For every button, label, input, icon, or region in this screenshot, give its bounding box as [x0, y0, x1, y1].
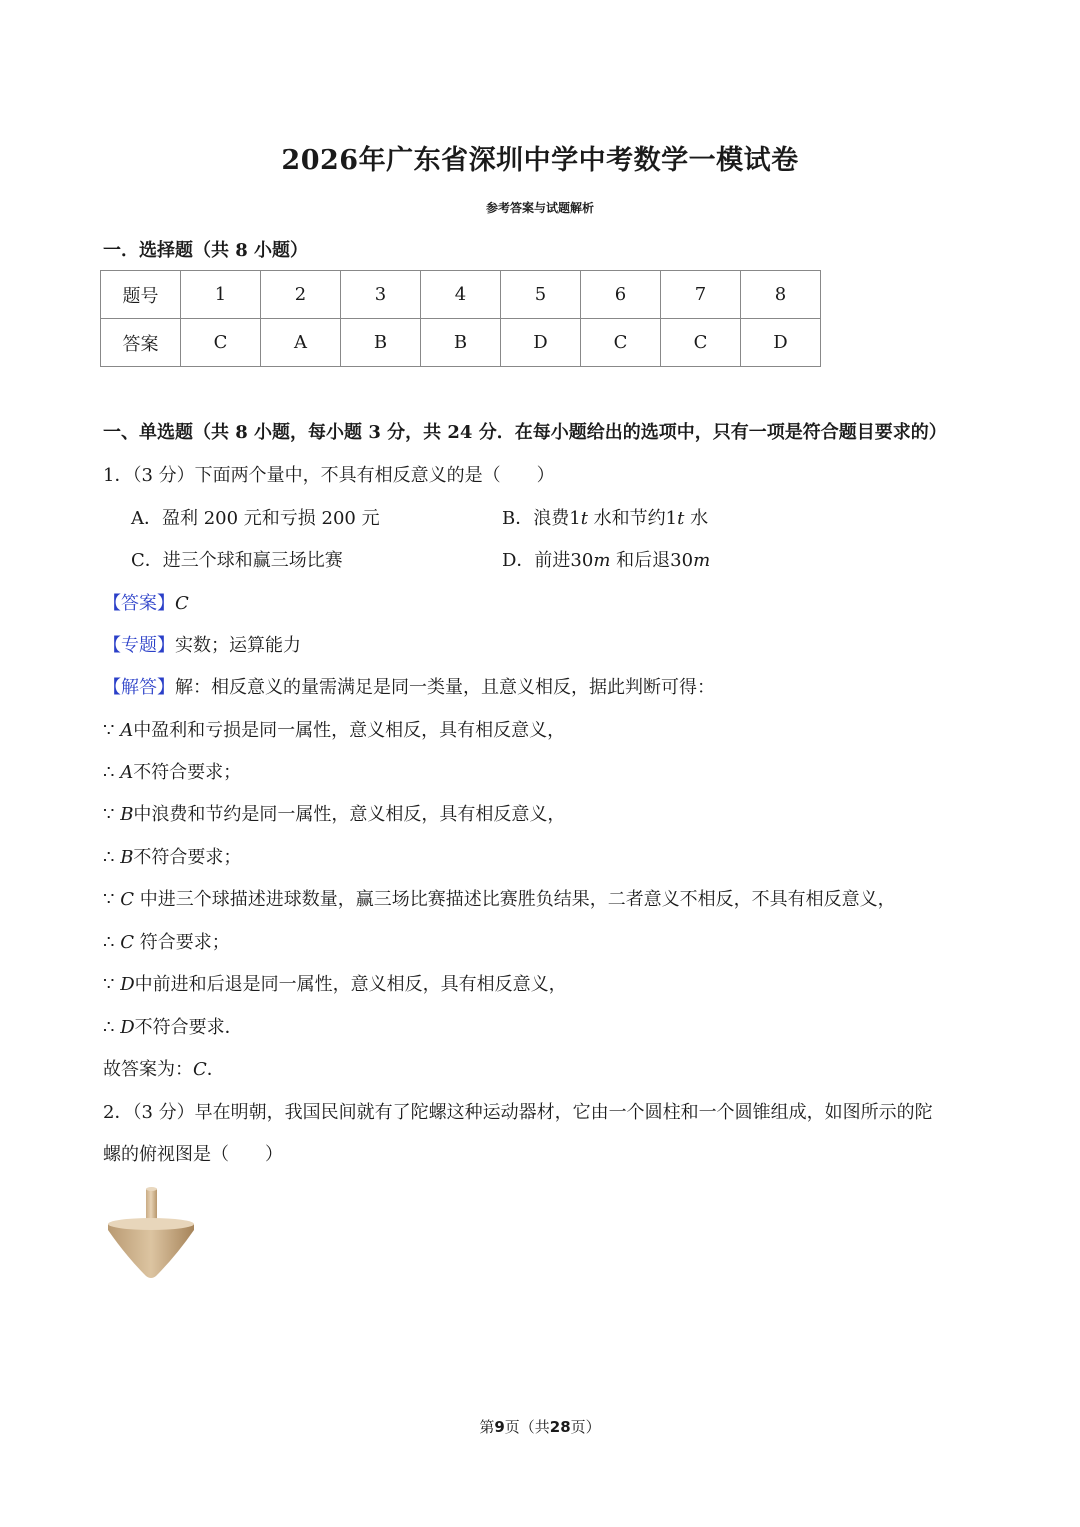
section-heading-choice: 一．选择题（共 8 小题） — [103, 240, 309, 261]
q1-solution: 【解答】解：相反意义的量需满足是同一类量，且意义相反，据此判断可得： — [103, 677, 715, 698]
table-row-numbers — [101, 271, 821, 319]
section-heading-single-choice: 一、单选题（共 8 小题，每小题 3 分，共 24 分．在每小题给出的选项中，只有一项是符合题目要求的） — [103, 422, 947, 443]
page-title: 2026年广东省深圳中学中考数学一模试卷 — [281, 145, 799, 176]
table-cell: 8 — [741, 271, 821, 319]
table-cell: 7 — [661, 271, 741, 319]
q1-option-b: B．浪费1t 水和节约1t 水 — [502, 508, 709, 529]
table-header-label: 题号 — [101, 271, 181, 319]
q1-conclusion-b: ∴ B不符合要求； — [103, 847, 242, 868]
q1-final-answer: 故答案为：C． — [103, 1059, 225, 1080]
q1-conclusion-c: ∴ C 符合要求； — [103, 932, 230, 953]
page-subtitle: 参考答案与试题解析 — [485, 201, 594, 215]
q1-reason-b: ∵ B中浪费和节约是同一属性，意义相反，具有相反意义， — [103, 804, 566, 825]
answer-table — [100, 270, 821, 367]
table-cell: 1 — [181, 271, 261, 319]
table-cell: D — [741, 319, 821, 367]
table-cell: D — [501, 319, 581, 367]
q1-reason-d: ∵ D中前进和后退是同一属性，意义相反，具有相反意义， — [103, 974, 567, 995]
table-cell: C — [181, 319, 261, 367]
q1-conclusion-d: ∴ D不符合要求． — [103, 1017, 243, 1038]
table-row-answers — [101, 319, 821, 367]
table-cell: 3 — [341, 271, 421, 319]
q1-answer: 【答案】C — [103, 593, 189, 614]
question-2-stem-line1: 2．（3 分）早在明朝，我国民间就有了陀螺这种运动器材，它由一个圆柱和一个圆锥组成，如图所示的陀 — [103, 1102, 933, 1123]
table-cell: B — [341, 319, 421, 367]
table-cell: C — [581, 319, 661, 367]
page-footer: 第9页（共28页） — [479, 1418, 601, 1436]
q1-reason-a: ∵ A中盈利和亏损是同一属性，意义相反，具有相反意义， — [103, 720, 566, 741]
q1-option-c: C．进三个球和赢三场比赛 — [131, 550, 343, 571]
spinning-top-image — [106, 1186, 196, 1280]
q1-option-a: A．盈利 200 元和亏损 200 元 — [131, 508, 380, 529]
question-1-stem: 1．（3 分）下面两个量中，不具有相反意义的是（ ） — [103, 465, 555, 486]
q1-topic: 【专题】实数；运算能力 — [103, 635, 301, 656]
table-cell: B — [421, 319, 501, 367]
q1-reason-c: ∵ C 中进三个球描述进球数量，赢三场比赛描述比赛胜负结果，二者意义不相反，不具有相反意义， — [103, 889, 896, 910]
table-answer-label: 答案 — [101, 319, 181, 367]
table-cell: A — [261, 319, 341, 367]
q1-conclusion-a: ∴ A不符合要求； — [103, 762, 242, 783]
q1-option-d: D．前进30m 和后退30m — [502, 550, 711, 571]
table-cell: 4 — [421, 271, 501, 319]
table-cell: C — [661, 319, 741, 367]
table-cell: 6 — [581, 271, 661, 319]
question-2-stem-line2: 螺的俯视图是（ ） — [103, 1144, 283, 1165]
table-cell: 5 — [501, 271, 581, 319]
table-cell: 2 — [261, 271, 341, 319]
